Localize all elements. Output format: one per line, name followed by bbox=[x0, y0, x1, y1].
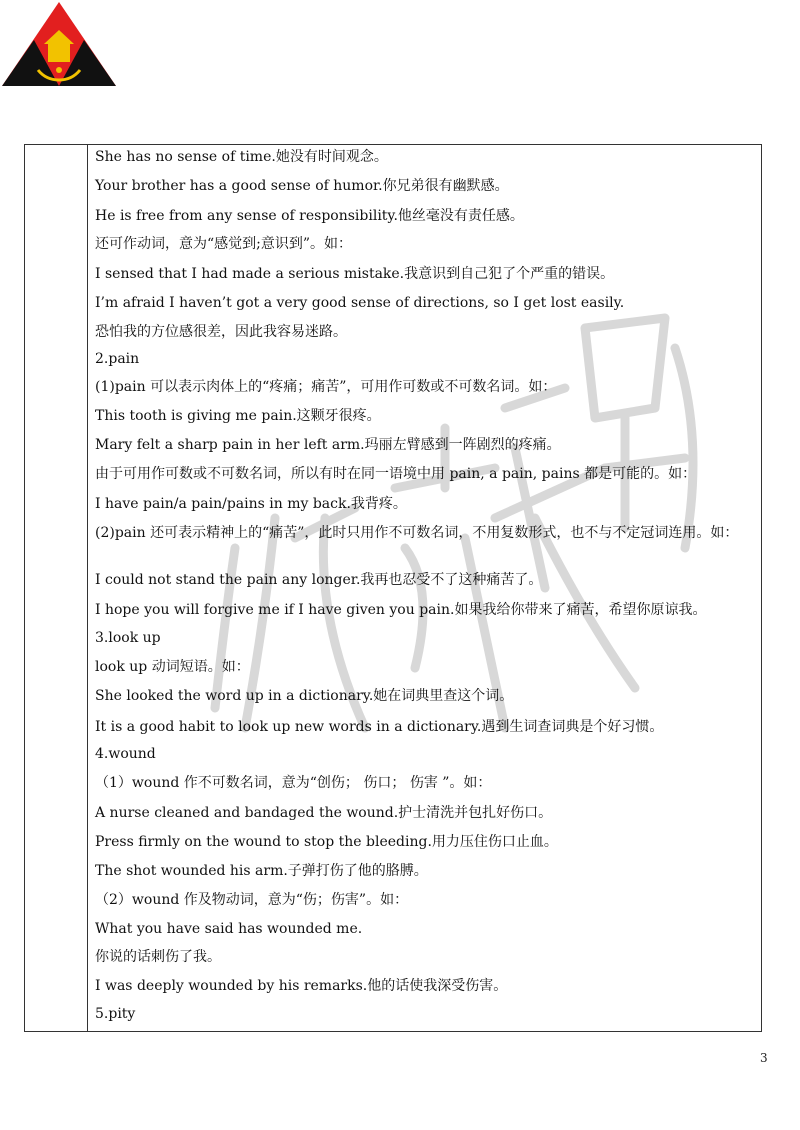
section-heading: 5.pity bbox=[95, 1006, 136, 1022]
text-line: Mary felt a sharp pain in her left arm.玛丽左臂感到一阵剧烈的疼痛。 bbox=[95, 437, 561, 453]
text-line: 你说的话刺伤了我。 bbox=[95, 949, 221, 965]
text-line: 恐怕我的方位感很差，因此我容易迷路。 bbox=[95, 324, 347, 340]
text-line: The shot wounded his arm.子弹打伤了他的胳膊。 bbox=[95, 863, 428, 879]
text-line: I sensed that I had made a serious mistake.我意识到自己犯了个严重的错误。 bbox=[95, 266, 615, 282]
text-line: （1）wound 作不可数名词，意为“创伤； 伤口； 伤害 ”。如： bbox=[95, 775, 492, 791]
section-heading: 3.look up bbox=[95, 630, 161, 646]
text-line: He is free from any sense of responsibility.他丝毫没有责任感。 bbox=[95, 208, 524, 224]
text-line: I hope you will forgive me if I have given you pain.如果我给你带来了痛苦，希望你原谅我。 bbox=[95, 602, 707, 618]
text-line: 由于可用作可数或不可数名词，所以有时在同一语境中用 pain, a pain, pains 都是可能的。如： bbox=[95, 466, 697, 482]
text-line: A nurse cleaned and bandaged the wound.护士清洗并包扎好伤口。 bbox=[95, 805, 553, 821]
text-line: I’m afraid I haven’t got a very good sense of directions, so I get lost easily. bbox=[95, 295, 625, 311]
text-line: This tooth is giving me pain.这颗牙很疼。 bbox=[95, 408, 381, 424]
table-content-cell bbox=[95, 145, 753, 1031]
text-line: （2）wound 作及物动词，意为“伤；伤害”。如： bbox=[95, 892, 409, 908]
text-line: (1)pain 可以表示肉体上的“疼痛；痛苦”，可用作可数或不可数名词。如： bbox=[95, 379, 557, 395]
table-left-cell bbox=[25, 145, 88, 1031]
text-line: Your brother has a good sense of humor.你兄弟很有幽默感。 bbox=[95, 178, 509, 194]
content-table bbox=[24, 144, 762, 1032]
text-line: She looked the word up in a dictionary.她在词典里查这个词。 bbox=[95, 688, 514, 704]
text-line: She has no sense of time.她没有时间观念。 bbox=[95, 149, 388, 165]
text-line: I have pain/a pain/pains in my back.我背疼。 bbox=[95, 496, 407, 512]
section-heading: 2.pain bbox=[95, 351, 140, 367]
section-heading: 4.wound bbox=[95, 746, 156, 762]
text-line: What you have said has wounded me. bbox=[95, 921, 363, 937]
school-logo bbox=[0, 0, 118, 90]
text-line: Press firmly on the wound to stop the bleeding.用力压住伤口止血。 bbox=[95, 834, 558, 850]
page-number: 3 bbox=[760, 1051, 768, 1065]
text-line: 还可作动词，意为“感觉到;意识到”。如： bbox=[95, 236, 353, 252]
text-paragraph: (2)pain 还可表示精神上的“痛苦”，此时只用作不可数名词，不用复数形式，也不与不定冠词连用。如： bbox=[95, 525, 739, 541]
text-line: I could not stand the pain any longer.我再也忍受不了这种痛苦了。 bbox=[95, 572, 543, 588]
text-line: look up 动词短语。如： bbox=[95, 659, 250, 675]
text-line: It is a good habit to look up new words in a dictionary.遇到生词查词典是个好习惯。 bbox=[95, 719, 664, 735]
text-line: I was deeply wounded by his remarks.他的话使我深受伤害。 bbox=[95, 978, 508, 994]
